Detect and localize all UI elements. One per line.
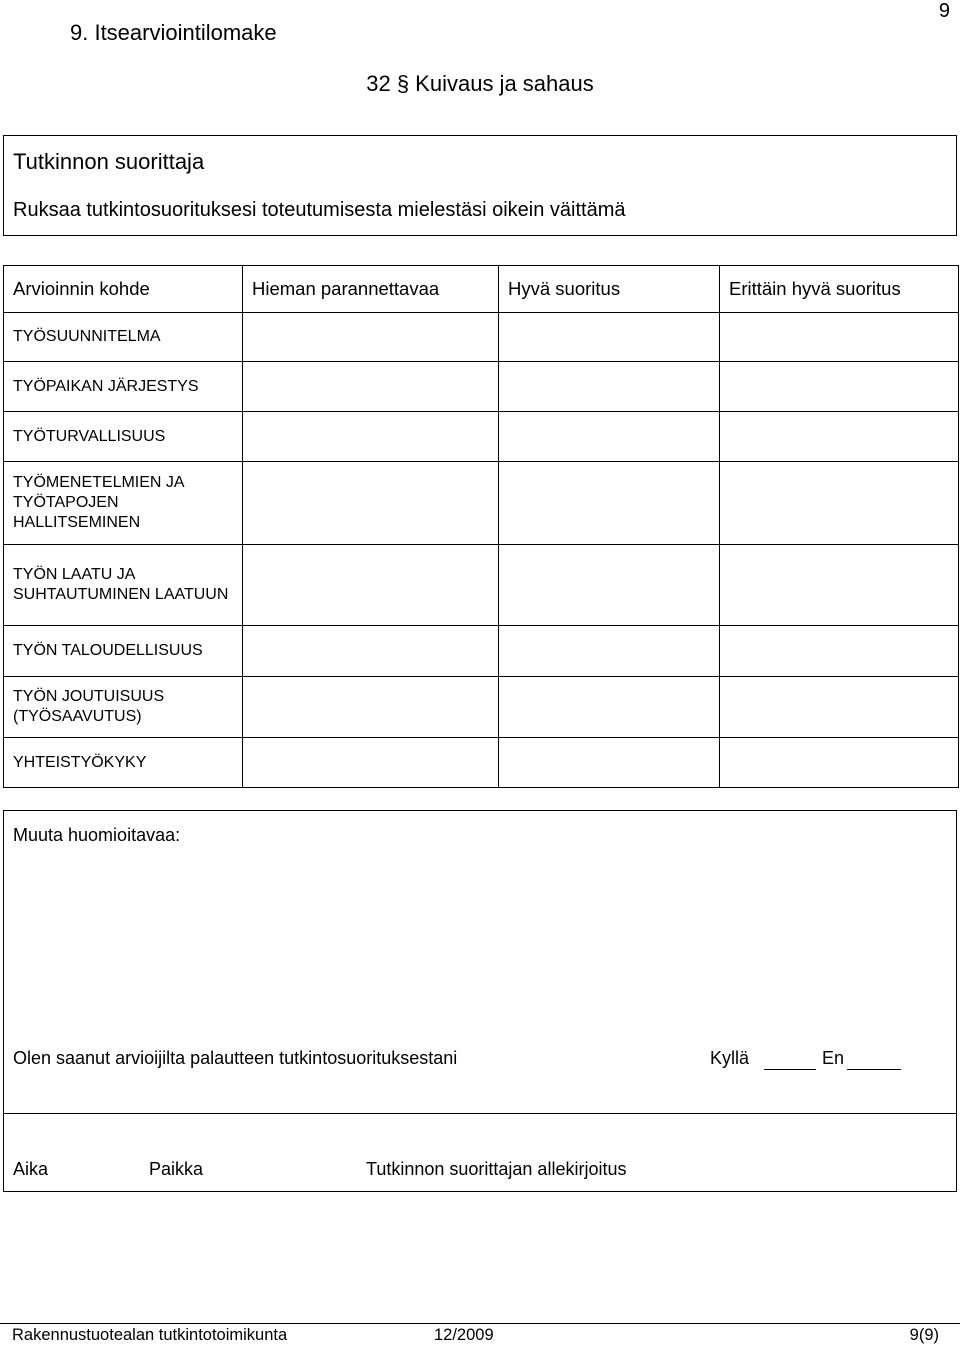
header-needs-improvement: Hieman parannettavaa [243, 266, 499, 313]
criterion-label: TYÖN JOUTUISUUS (TYÖSAAVUTUS) [4, 677, 243, 738]
place-label: Paikka [149, 1159, 204, 1179]
signature-label: Tutkinnon suorittajan allekirjoitus [366, 1159, 627, 1179]
no-label: En [822, 1048, 845, 1068]
assessment-table [3, 265, 959, 788]
header-excellent: Erittäin hyvä suoritus [720, 266, 959, 313]
footer-date: 12/2009 [434, 1326, 494, 1344]
rating-cell[interactable] [499, 626, 720, 677]
rating-cell[interactable] [243, 313, 499, 362]
header-good: Hyvä suoritus [499, 266, 720, 313]
rating-cell[interactable] [499, 313, 720, 362]
page-number: 9 [938, 0, 950, 22]
rating-cell[interactable] [243, 626, 499, 677]
table-row [4, 462, 959, 545]
header-assessment-target: Arvioinnin kohde [4, 266, 243, 313]
criterion-label: TYÖTURVALLISUUS [4, 412, 243, 462]
rating-cell[interactable] [720, 313, 959, 362]
intro-box [3, 135, 957, 236]
criterion-label: TYÖSUUNNITELMA [4, 313, 243, 362]
notes-box[interactable] [3, 810, 957, 1114]
table-row [4, 677, 959, 738]
table-row [4, 626, 959, 677]
rating-cell[interactable] [499, 362, 720, 412]
rating-cell[interactable] [720, 362, 959, 412]
criterion-label: TYÖMENETELMIEN JA TYÖTAPOJEN HALLITSEMINEN [4, 462, 243, 545]
table-row [4, 412, 959, 462]
footer-page-count: 9(9) [909, 1326, 939, 1344]
rating-cell[interactable] [720, 545, 959, 626]
footer-divider [0, 1323, 960, 1324]
notes-label: Muuta huomioitavaa: [13, 825, 181, 845]
signature-box[interactable] [3, 1113, 957, 1192]
rating-cell[interactable] [720, 462, 959, 545]
rating-cell[interactable] [243, 677, 499, 738]
rating-cell[interactable] [499, 738, 720, 788]
rating-cell[interactable] [243, 412, 499, 462]
no-answer-line[interactable] [847, 1069, 901, 1070]
feedback-statement: Olen saanut arvioijilta palautteen tutkintosuorituksestani [13, 1048, 458, 1068]
criterion-label: TYÖN TALOUDELLISUUS [4, 626, 243, 677]
footer-organization: Rakennustuotealan tutkintotoimikunta [12, 1326, 288, 1344]
criterion-label: TYÖPAIKAN JÄRJESTYS [4, 362, 243, 412]
section-subheading: 32 § Kuivaus ja sahaus [366, 71, 594, 96]
rating-cell[interactable] [720, 677, 959, 738]
rating-cell[interactable] [243, 462, 499, 545]
rating-cell[interactable] [499, 462, 720, 545]
table-row [4, 313, 959, 362]
section-heading: 9. Itsearviointilomake [70, 20, 277, 45]
rating-cell[interactable] [243, 738, 499, 788]
rating-cell[interactable] [499, 545, 720, 626]
table-row [4, 738, 959, 788]
yes-answer-line[interactable] [764, 1069, 816, 1070]
rating-cell[interactable] [720, 412, 959, 462]
intro-title: Tutkinnon suorittaja [13, 149, 205, 174]
time-label: Aika [13, 1159, 49, 1179]
rating-cell[interactable] [720, 626, 959, 677]
yes-label: Kyllä [710, 1048, 750, 1068]
table-header-row [4, 266, 959, 313]
criterion-label: YHTEISTYÖKYKY [4, 738, 243, 788]
criterion-label: TYÖN LAATU JA SUHTAUTUMINEN LAATUUN [4, 545, 243, 626]
rating-cell[interactable] [720, 738, 959, 788]
rating-cell[interactable] [499, 412, 720, 462]
rating-cell[interactable] [499, 677, 720, 738]
rating-cell[interactable] [243, 545, 499, 626]
table-row [4, 362, 959, 412]
table-row [4, 545, 959, 626]
intro-instruction: Ruksaa tutkintosuorituksesi toteutumisesta mielestäsi oikein väittämä [13, 199, 626, 221]
rating-cell[interactable] [243, 362, 499, 412]
